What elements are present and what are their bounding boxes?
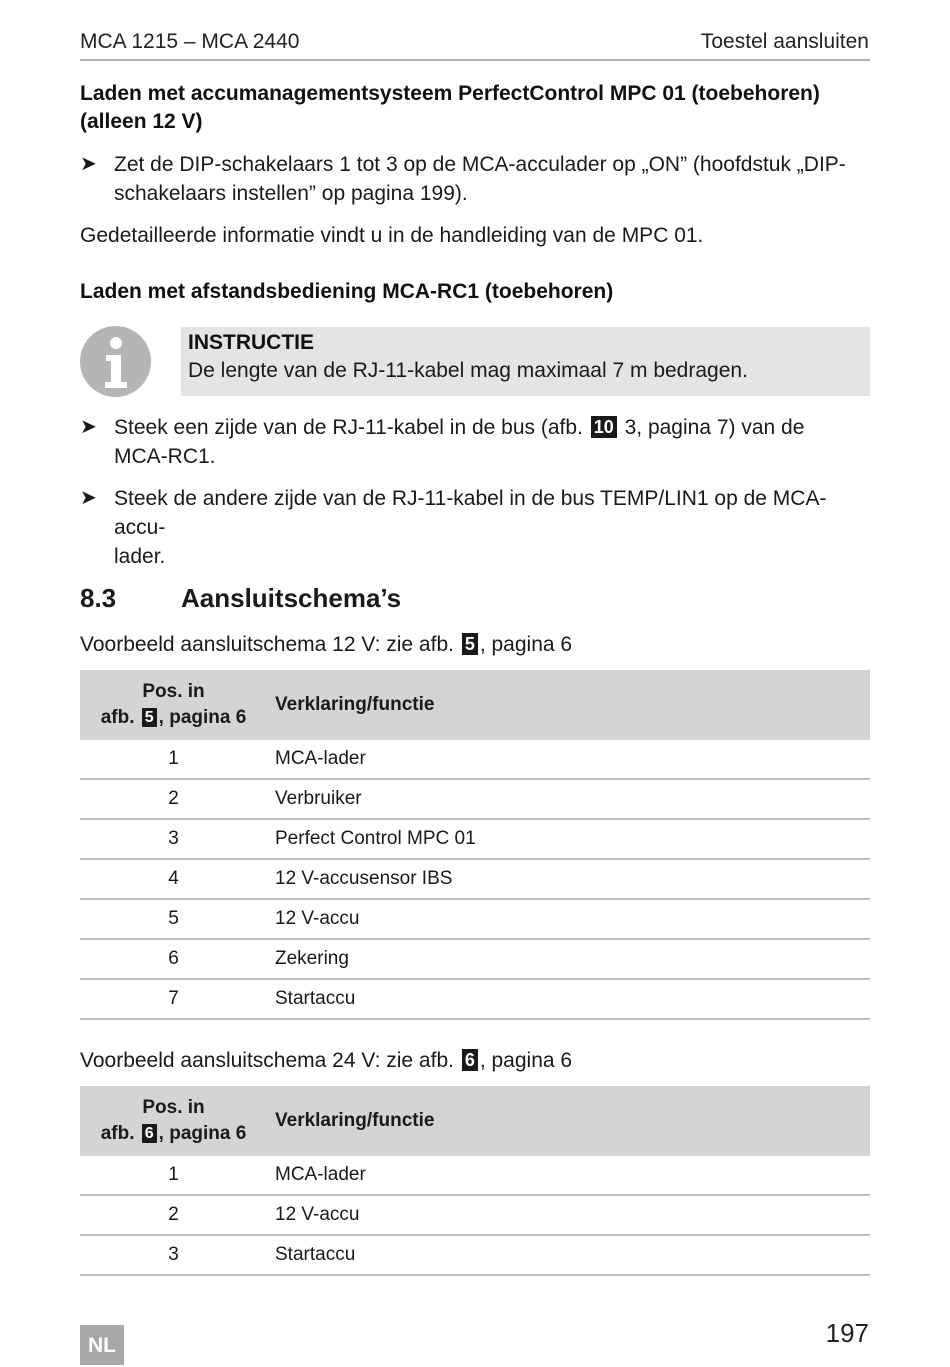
- figure-reference-badge: 10: [591, 416, 617, 438]
- rc-bullet1-text: Steek een zijde van de RJ-11-kabel in de bus (afb.: [114, 416, 583, 439]
- cell-description: 12 V-accusensor IBS: [267, 859, 870, 899]
- mpc-bullet-line1: Zet de DIP-schakelaars 1 tot 3 op de MCA-acculader op „ON” (hoofdstuk „DIP-: [114, 153, 846, 176]
- figure-reference-badge: 5: [142, 708, 157, 727]
- cell-position: 3: [80, 1235, 267, 1275]
- arrow-right-icon: ➤: [80, 487, 97, 509]
- column-header-pos-post: , pagina 6: [158, 1123, 247, 1144]
- cell-position: 7: [80, 979, 267, 1019]
- table12-caption-text: Voorbeeld aansluitschema 12 V: zie afb.: [80, 633, 454, 656]
- cell-description: Startaccu: [267, 1235, 870, 1275]
- column-header-pos: [80, 670, 267, 740]
- cell-description: Zekering: [267, 939, 870, 979]
- table-row: [80, 779, 870, 819]
- table-row: [80, 819, 870, 859]
- table12: [80, 670, 870, 1020]
- table24: [80, 1086, 870, 1276]
- rc-bullet-2: [80, 484, 870, 571]
- table-row: [80, 979, 870, 1019]
- figure-reference-badge: 6: [462, 1049, 478, 1071]
- section-number: 8.3: [80, 583, 117, 613]
- mpc-heading: [80, 80, 880, 136]
- cell-position: 6: [80, 939, 267, 979]
- table12-caption: [80, 630, 572, 659]
- cell-description: MCA-lader: [267, 1156, 870, 1195]
- cell-description: Perfect Control MPC 01: [267, 819, 870, 859]
- cell-description: Verbruiker: [267, 779, 870, 819]
- column-header-description: Verklaring/functie: [267, 1086, 870, 1156]
- table-row: [80, 740, 870, 779]
- column-header-pos: [80, 1086, 267, 1156]
- header-product-range: MCA 1215 – MCA 2440: [80, 30, 300, 53]
- language-badge: NL: [80, 1325, 124, 1365]
- table-row: [80, 1235, 870, 1275]
- column-header-pos-post: , pagina 6: [158, 707, 247, 728]
- cell-position: 1: [80, 740, 267, 779]
- mpc-heading-line2: (alleen 12 V): [80, 110, 203, 133]
- table24-caption-text: Voorbeeld aansluitschema 24 V: zie afb.: [80, 1049, 454, 1072]
- rc-heading: Laden met afstandsbediening MCA-RC1 (toebehoren): [80, 280, 614, 303]
- table-row: [80, 1156, 870, 1195]
- mpc-bullet-line2: schakelaars instellen” op pagina 199).: [114, 182, 468, 205]
- cell-position: 5: [80, 899, 267, 939]
- table-row: [80, 859, 870, 899]
- header-chapter-title: Toestel aansluiten: [700, 30, 869, 53]
- cell-description: 12 V-accu: [267, 899, 870, 939]
- table-header-row: [80, 670, 870, 740]
- rc-bullet2-line2: lader.: [114, 545, 166, 568]
- cell-description: MCA-lader: [267, 740, 870, 779]
- table-row: [80, 899, 870, 939]
- note-text: De lengte van de RJ-11-kabel mag maximaal 7 m bedragen.: [188, 359, 748, 382]
- column-header-description: Verklaring/functie: [267, 670, 870, 740]
- rc-bullet1-line2: MCA-RC1.: [114, 445, 216, 468]
- mpc-info-text: Gedetailleerde informatie vindt u in de handleiding van de MPC 01.: [80, 224, 704, 247]
- column-header-pos-line2: [80, 1121, 267, 1147]
- cell-position: 4: [80, 859, 267, 899]
- table12-caption-post: , pagina 6: [479, 633, 573, 656]
- section-title: Aansluitschema’s: [181, 583, 402, 613]
- column-header-pos-line1: Pos. in: [142, 681, 205, 702]
- instruction-note: [181, 327, 870, 396]
- cell-position: 1: [80, 1156, 267, 1195]
- mpc-instruction-bullet: [80, 150, 870, 208]
- cell-description: 12 V-accu: [267, 1195, 870, 1235]
- arrow-right-icon: ➤: [80, 153, 97, 175]
- column-header-pos-pre: afb.: [100, 707, 135, 728]
- header-divider: [80, 59, 870, 61]
- column-header-pos-line2: [80, 705, 267, 731]
- cell-description: Startaccu: [267, 979, 870, 1019]
- figure-reference-badge: 5: [462, 633, 478, 655]
- column-header-pos-pre: afb.: [100, 1123, 135, 1144]
- rc-bullet1-text-post: 3, pagina 7) van de: [618, 416, 805, 439]
- cell-position: 2: [80, 779, 267, 819]
- table24-caption-post: , pagina 6: [479, 1049, 573, 1072]
- cell-position: 2: [80, 1195, 267, 1235]
- arrow-right-icon: ➤: [80, 416, 97, 438]
- cell-position: 3: [80, 819, 267, 859]
- note-title: INSTRUCTIE: [188, 331, 314, 354]
- rc-bullet2-line1: Steek de andere zijde van de RJ-11-kabel in de bus TEMP/LIN1 op de MCA-accu-: [114, 487, 827, 539]
- mpc-heading-line1: Laden met accumanagementsysteem PerfectControl MPC 01 (toebehoren): [80, 82, 820, 105]
- table-row: [80, 1195, 870, 1235]
- page-number: 197: [825, 1318, 869, 1348]
- figure-reference-badge: 6: [142, 1124, 157, 1143]
- table-header-row: [80, 1086, 870, 1156]
- column-header-pos-line1: Pos. in: [142, 1097, 205, 1118]
- table24-caption: [80, 1046, 572, 1075]
- table-row: [80, 939, 870, 979]
- info-icon: [80, 326, 151, 397]
- rc-bullet-1: [80, 413, 870, 471]
